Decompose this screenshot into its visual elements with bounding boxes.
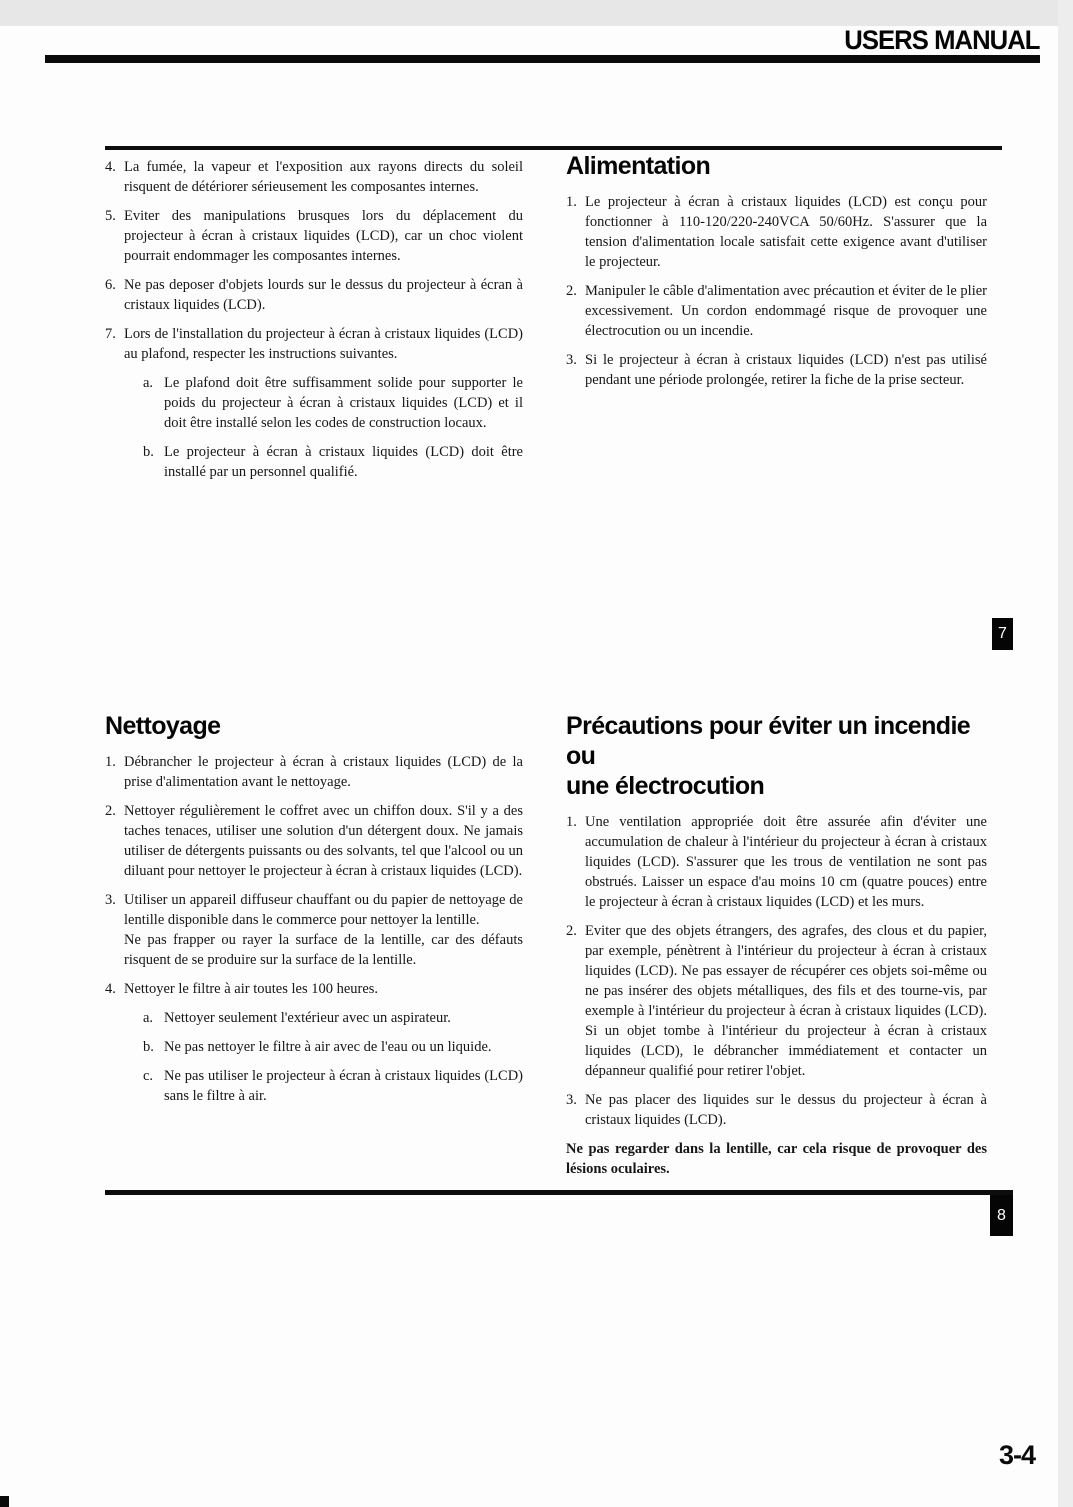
- item-text: Ne pas placer des liquides sur le dessus du projecteur à écran à cristaux liquides (LCD).: [585, 1092, 987, 1128]
- list-item: [105, 752, 523, 792]
- section-heading-nettoyage: Nettoyage: [105, 712, 221, 740]
- header-rule: [45, 55, 1040, 63]
- list-subitem: [143, 1008, 523, 1028]
- scan-border-right: [1058, 0, 1073, 1507]
- list-item: [105, 157, 523, 197]
- subitem-letter: a.: [143, 1010, 154, 1026]
- item-text: Manipuler le câble d'alimentation avec précaution et éviter de le plier excessivement. Un cordon endommagé risque de provoquer une électrocution ou un incendie.: [585, 283, 987, 339]
- subitem-text: Ne pas utiliser le projecteur à écran à cristaux liquides (LCD) sans le filtre à air.: [164, 1068, 523, 1104]
- item-number: 4.: [105, 159, 116, 175]
- section-heading-precautions-line2: une électrocution: [566, 772, 765, 800]
- item-text: Débrancher le projecteur à écran à cristaux liquides (LCD) de la prise d'alimentation avant le nettoyage.: [124, 754, 523, 790]
- safety-list-column: [105, 157, 523, 491]
- alimentation-column: [566, 151, 987, 399]
- nettoyage-column: [105, 711, 523, 1115]
- list-item: [105, 890, 523, 970]
- item-text: Une ventilation appropriée doit être assurée afin d'éviter une accumulation de chaleur à l'intérieur du projecteur à écran à cristaux liquides (LCD). S'assurer que les trous de ventilation ne sont pas obstrués. Laisser un espace d'au moins 10 cm (quatre pouces) entre le projecteur à écran à cristaux liquides (LCD) et les murs.: [585, 814, 987, 910]
- item-text: Nettoyer le filtre à air toutes les 100 heures.: [124, 981, 379, 997]
- warning-note: Ne pas regarder dans la lentille, car cela risque de provoquer des lésions oculaires.: [566, 1141, 987, 1177]
- list-item: [105, 275, 523, 315]
- page-number: 3-4: [999, 1440, 1036, 1470]
- item-number: 2.: [566, 923, 577, 939]
- item-text: Ne pas deposer d'objets lourds sur le dessus du projecteur à écran à cristaux liquides (LCD).: [124, 277, 523, 313]
- margin-tab-8: [990, 1195, 1013, 1236]
- subitem-letter: a.: [143, 375, 154, 391]
- list-item: [566, 1090, 987, 1130]
- item-text: Eviter que des objets étrangers, des agrafes, des clous et du papier, par exemple, pénètrent à l'intérieur du projecteur à écran à cristaux liquides (LCD). Ne pas essayer de récupérer ces objets soi-même ou ne pas insérer des objets métalliques, des fils et des tourne-vis, par exemple à l'intérieur du projecteur à écran à cristaux liquides (LCD). Si un objet tombe à l'intérieur du projecteur à écran à cristaux liquides (LCD), le débrancher immédiatement et contacter un dépanneur qualifié pour retirer l'objet.: [585, 923, 987, 1079]
- subitem-letter: b.: [143, 1039, 154, 1055]
- item-number: 2.: [566, 283, 577, 299]
- page-title: USERS MANUAL: [844, 25, 1040, 55]
- item-number: 2.: [105, 803, 116, 819]
- section-heading-precautions-line1: Précautions pour éviter un incendie ou: [566, 712, 971, 770]
- subitem-text: Le plafond doit être suffisamment solide pour supporter le poids du projecteur à écran à cristaux liquides (LCD) et il doit être installé selon les codes de construction locaux.: [164, 375, 523, 431]
- section-top-rule: [105, 146, 1002, 150]
- list-item: [566, 192, 987, 272]
- list-item: [566, 281, 987, 341]
- item-text: Utiliser un appareil diffuseur chauffant ou du papier de nettoyage de lentille disponible dans le commerce pour nettoyer la lentille.: [124, 892, 523, 928]
- item-text: Nettoyer régulièrement le coffret avec un chiffon doux. S'il y a des taches tenaces, utiliser une solution d'un détergent doux. Ne jamais utiliser de détergents puissants ou des solvants, tel que l'alcool ou un diluant pour nettoyer le projecteur à écran à cristaux liquides (LCD).: [124, 803, 523, 879]
- subitem-letter: b.: [143, 444, 154, 460]
- item-text: Si le projecteur à écran à cristaux liquides (LCD) n'est pas utilisé pendant une période prolongée, retirer la fiche de la prise secteur.: [585, 352, 987, 388]
- item-number: 4.: [105, 981, 116, 997]
- item-text: Le projecteur à écran à cristaux liquides (LCD) est conçu pour fonctionner à 110-120/220-240VCA 50/60Hz. S'assurer que la tension d'alimentation locale satisfait cette exigence avant d'utiliser le projecteur.: [585, 194, 987, 270]
- list-item: [105, 324, 523, 364]
- item-text: Lors de l'installation du projecteur à écran à cristaux liquides (LCD) au plafond, respecter les instructions suivantes.: [124, 326, 523, 362]
- item-number: 3.: [566, 352, 577, 368]
- item-number: 6.: [105, 277, 116, 293]
- item-number: 1.: [566, 814, 577, 830]
- subitem-text: Ne pas nettoyer le filtre à air avec de l'eau ou un liquide.: [164, 1039, 492, 1055]
- item-number: 5.: [105, 208, 116, 224]
- item-text: Eviter des manipulations brusques lors du déplacement du projecteur à écran à cristaux liquides (LCD), car un choc violent pourrait endommager les composantes internes.: [124, 208, 523, 264]
- scan-corner-mark: [0, 1496, 9, 1507]
- item-continuation: Ne pas frapper ou rayer la surface de la lentille, car des défauts risquent de se produire sur la surface de la lentille.: [124, 932, 523, 968]
- margin-tab-7: [992, 618, 1013, 650]
- precautions-column: [566, 711, 987, 1179]
- list-item: [105, 801, 523, 881]
- scan-border-top: [0, 0, 1073, 26]
- list-item: [105, 206, 523, 266]
- section-bottom-rule: [105, 1190, 1013, 1195]
- section-heading-alimentation: Alimentation: [566, 152, 711, 180]
- list-subitem: [143, 1037, 523, 1057]
- list-item: [105, 979, 523, 999]
- list-item: [566, 350, 987, 390]
- list-subitem: [143, 1066, 523, 1106]
- tab-number: 8: [997, 1206, 1006, 1224]
- list-item: [566, 921, 987, 1081]
- item-number: 3.: [105, 892, 116, 908]
- item-number: 3.: [566, 1092, 577, 1108]
- list-subitem: [143, 373, 523, 433]
- item-number: 1.: [105, 754, 116, 770]
- list-subitem: [143, 442, 523, 482]
- item-number: 7.: [105, 326, 116, 342]
- subitem-text: Nettoyer seulement l'extérieur avec un aspirateur.: [164, 1010, 451, 1026]
- tab-number: 7: [998, 625, 1007, 642]
- list-item: [566, 812, 987, 912]
- subitem-letter: c.: [143, 1068, 154, 1084]
- item-text: La fumée, la vapeur et l'exposition aux rayons directs du soleil risquent de détériorer sérieusement les composantes internes.: [124, 159, 523, 195]
- item-number: 1.: [566, 194, 577, 210]
- subitem-text: Le projecteur à écran à cristaux liquides (LCD) doit être installé par un personnel qualifié.: [164, 444, 523, 480]
